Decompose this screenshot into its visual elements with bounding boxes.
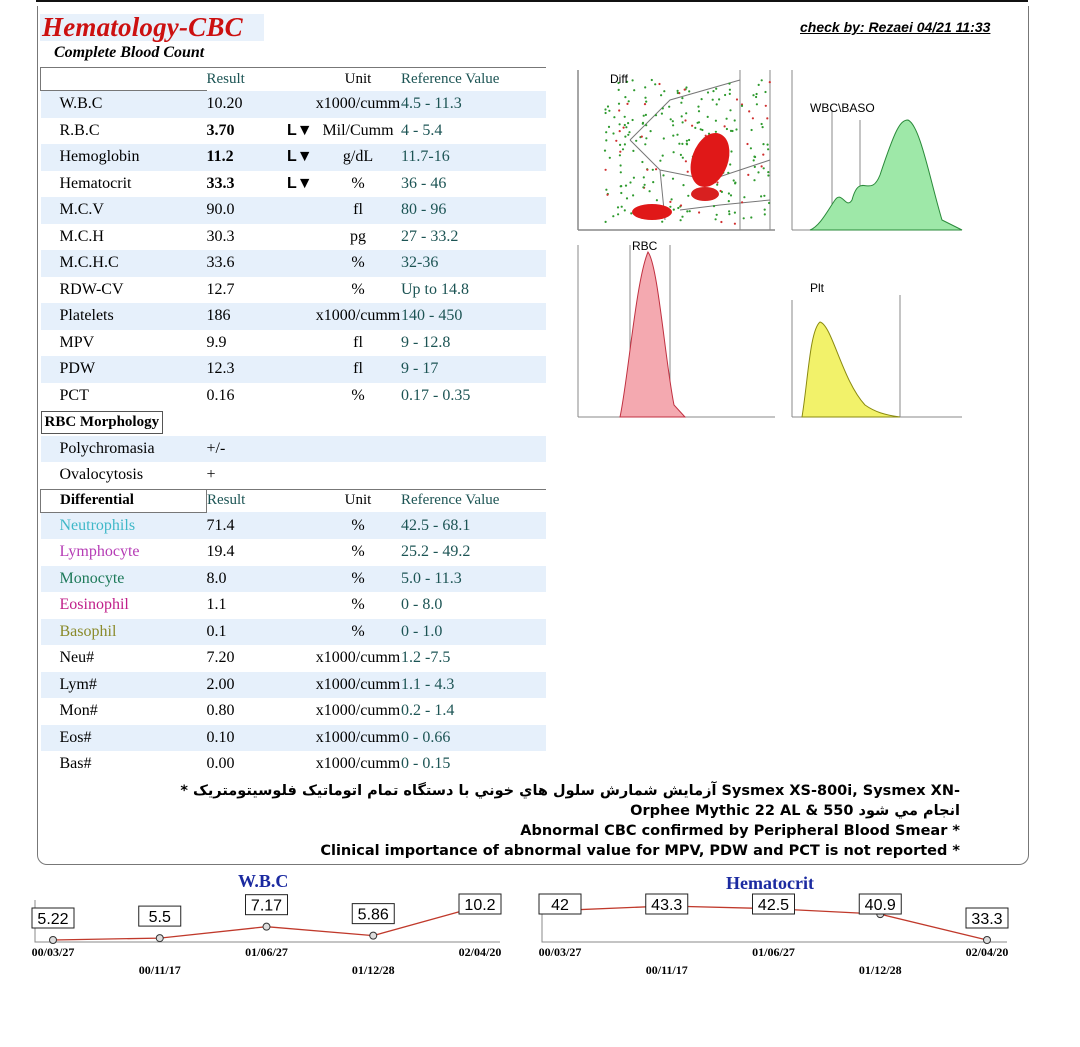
test-name: MPV	[59, 333, 95, 351]
top-rule	[36, 0, 1028, 2]
table-row	[41, 144, 547, 171]
abnormal-flag	[287, 250, 315, 277]
column-header-reference: Reference Value	[401, 489, 546, 512]
trend-date-label: 00/11/17	[645, 963, 688, 977]
blank	[287, 698, 315, 725]
differential-name: Lym#	[41, 672, 207, 699]
blank	[287, 645, 315, 672]
differential-reference: 0 - 8.0	[401, 596, 443, 614]
abnormal-flag: L▼	[287, 121, 313, 139]
test-unit: pg	[350, 227, 366, 245]
differential-name: Lymphocyte	[59, 543, 140, 561]
blank	[287, 539, 315, 566]
trend-date-label: 01/06/27	[752, 945, 795, 959]
blank	[287, 462, 315, 489]
test-unit: fl	[353, 333, 363, 351]
abnormal-flag	[287, 383, 315, 410]
abnormal-flag	[287, 277, 315, 304]
test-result: 11.2	[207, 144, 288, 171]
column-header-flag	[287, 68, 315, 91]
table-row	[41, 725, 547, 752]
blank	[287, 672, 315, 699]
test-name: PDW	[41, 356, 207, 383]
abnormal-flag	[287, 224, 315, 251]
blank	[401, 409, 546, 436]
trend-value-label: 43.3	[651, 897, 683, 914]
differential-reference: 0 - 1.0	[401, 619, 546, 646]
table-row	[41, 330, 547, 357]
plt-label: Plt	[810, 281, 825, 295]
test-result: 3.70	[206, 121, 235, 139]
test-unit: fl	[315, 197, 401, 224]
abnormal-flag	[287, 303, 315, 330]
table-row	[41, 277, 547, 304]
test-unit: %	[315, 250, 401, 277]
differential-result: 7.20	[206, 649, 235, 667]
trend-value-label: 33.3	[971, 911, 1003, 928]
table-row	[41, 171, 547, 198]
differential-result: 1.1	[206, 596, 227, 614]
table-row	[41, 91, 547, 118]
report-subtitle: Complete Blood Count	[54, 44, 205, 61]
differential-label: Differential	[41, 489, 207, 512]
differential-unit: x1000/cumm	[315, 755, 401, 773]
differential-unit: x1000/cumm	[315, 702, 401, 720]
test-name: W.B.C	[41, 91, 207, 118]
trend-date-label: 02/04/20	[458, 945, 502, 959]
trend-point	[156, 935, 163, 942]
blank	[207, 409, 288, 436]
test-unit: g/dL	[315, 144, 401, 171]
differential-name: Mon#	[59, 702, 98, 720]
test-unit: %	[351, 280, 365, 298]
table-row	[41, 250, 547, 277]
differential-name: Eos#	[41, 725, 207, 752]
differential-unit: x1000/cumm	[315, 725, 401, 752]
trend-date-label: 01/12/28	[858, 963, 902, 977]
blank	[287, 725, 315, 752]
differential-unit: %	[315, 619, 401, 646]
test-unit: x1000/cumm	[315, 303, 401, 330]
differential-unit: %	[315, 512, 401, 539]
trend-date-label: 02/04/20	[965, 945, 1009, 959]
table-row	[41, 672, 547, 699]
abnormal-flag	[287, 356, 315, 383]
test-name: Hematocrit	[59, 174, 132, 192]
blank	[315, 409, 401, 436]
differential-reference: 0 - 0.66	[401, 725, 546, 752]
blank	[401, 462, 546, 489]
table-row	[41, 619, 547, 646]
reference-range: 140 - 450	[401, 303, 546, 330]
column-header-unit: Unit	[315, 489, 401, 512]
reference-range: 11.7-16	[401, 144, 546, 171]
blank	[401, 436, 546, 463]
trend-value-label: 40.9	[864, 897, 896, 914]
reference-range: 32-36	[401, 250, 546, 277]
trend-date-label: 00/11/17	[138, 963, 181, 977]
differential-result: 71.4	[207, 512, 288, 539]
test-name: PCT	[59, 386, 89, 404]
rbc-histogram	[578, 239, 775, 417]
diff-label: Diff	[610, 72, 628, 86]
reference-range: 4.5 - 11.3	[401, 91, 546, 118]
reference-range: 9 - 12.8	[401, 333, 451, 351]
column-header-result: Result	[207, 489, 288, 512]
differential-unit: %	[351, 543, 365, 561]
column-header-unit: Unit	[315, 68, 401, 91]
wbc-baso-label: WBC\BASO	[810, 101, 875, 115]
reference-range: 27 - 33.2	[401, 227, 459, 245]
table-row	[41, 462, 547, 489]
wbc-trend-chart	[30, 892, 510, 982]
table-row	[41, 645, 547, 672]
trend-value-label: 5.22	[37, 911, 69, 928]
differential-result: 0.00	[206, 755, 235, 773]
test-result: 0.16	[206, 386, 235, 404]
table-row	[41, 539, 547, 566]
diff-scattergram	[578, 70, 775, 230]
blank	[287, 751, 315, 778]
rbc-label: RBC	[632, 239, 658, 253]
checked-by: check by: Rezaei 04/21 11:33	[800, 19, 991, 35]
trend-date-label: 01/06/27	[245, 945, 288, 959]
differential-result: 8.0	[207, 566, 288, 593]
table-row	[41, 698, 547, 725]
hematocrit-trend-chart	[537, 892, 1017, 982]
test-result: 12.7	[206, 280, 235, 298]
hct-trend-title: Hematocrit	[726, 873, 814, 893]
column-header-blank	[41, 68, 207, 91]
trend-date-label: 01/12/28	[351, 963, 395, 977]
differential-unit: %	[351, 596, 365, 614]
differential-name: Basophil	[41, 619, 207, 646]
trend-point	[984, 937, 991, 944]
morphology-label: RBC Morphology	[41, 411, 164, 434]
note-4: Clinical importance of abnormal value for MPV, PDW and PCT is not reported *	[320, 843, 960, 859]
differential-name: Neu#	[59, 649, 95, 667]
test-name: M.C.V	[41, 197, 207, 224]
blank	[287, 436, 315, 463]
abnormal-flag	[287, 91, 315, 118]
trend-value-label: 5.5	[148, 909, 171, 927]
test-result: 90.0	[207, 197, 288, 224]
report-title: Hematology-CBC	[42, 12, 243, 42]
test-name: M.C.H	[59, 227, 104, 245]
table-row	[41, 489, 547, 512]
differential-reference: 0.2 - 1.4	[401, 702, 455, 720]
test-unit: Mil/Cumm	[322, 121, 394, 139]
reference-range: 0.17 - 0.35	[401, 386, 471, 404]
differential-name: Eosinophil	[59, 596, 129, 614]
test-name: M.C.H.C	[41, 250, 207, 277]
test-unit: x1000/cumm	[315, 91, 401, 118]
wbc-trend-title: W.B.C	[238, 871, 289, 891]
notes	[180, 781, 960, 861]
wbc-baso-histogram	[792, 70, 962, 230]
abnormal-flag	[287, 197, 315, 224]
test-result: 9.9	[206, 333, 227, 351]
differential-result: 0.1	[207, 619, 288, 646]
differential-result: 2.00	[207, 672, 288, 699]
test-name: RDW-CV	[59, 280, 124, 298]
differential-name: Neutrophils	[41, 512, 207, 539]
morphology-name: Polychromasia	[41, 436, 207, 463]
differential-reference: 0 - 0.15	[401, 755, 451, 773]
differential-reference: 25.2 - 49.2	[401, 543, 471, 561]
test-result: 33.6	[207, 250, 288, 277]
note-2: Orphee Mythic 22 AL & 550 انجام مي شود	[630, 803, 960, 819]
differential-result: 0.10	[207, 725, 288, 752]
test-result: 33.3	[206, 174, 235, 192]
scattergrams	[570, 60, 970, 425]
table-row	[41, 224, 547, 251]
trend-point	[370, 932, 377, 939]
table-row	[41, 118, 547, 145]
table-row	[41, 68, 547, 91]
reference-range: 36 - 46	[401, 174, 447, 192]
blank	[315, 436, 401, 463]
test-result: 186	[207, 303, 288, 330]
trend-point	[50, 937, 57, 944]
trend-value-label: 7.17	[250, 897, 283, 915]
abnormal-flag: L▼	[287, 174, 313, 192]
table-row	[41, 383, 547, 410]
test-result: 10.20	[207, 91, 288, 118]
reference-range: 80 - 96	[401, 197, 546, 224]
blank	[287, 409, 315, 436]
differential-name: Bas#	[59, 755, 92, 773]
test-unit: fl	[315, 356, 401, 383]
column-header-reference: Reference Value	[401, 68, 546, 91]
differential-reference: 1.2 -7.5	[401, 649, 451, 667]
test-result: 30.3	[206, 227, 235, 245]
morphology-name: Ovalocytosis	[59, 466, 144, 484]
note-3: Abnormal CBC confirmed by Peripheral Blood Smear *	[520, 823, 960, 839]
blank	[287, 566, 315, 593]
blank	[287, 619, 315, 646]
trend-value-label: 42	[551, 897, 569, 914]
differential-unit: x1000/cumm	[315, 649, 401, 667]
morphology-result: +/-	[207, 436, 288, 463]
differential-result: 0.80	[206, 702, 235, 720]
morphology-result: +	[206, 466, 216, 484]
blank	[315, 462, 401, 489]
test-name: R.B.C	[59, 121, 100, 139]
differential-unit: x1000/cumm	[315, 672, 401, 699]
table-row	[41, 751, 547, 778]
differential-reference: 1.1 - 4.3	[401, 672, 546, 699]
test-unit: %	[351, 386, 365, 404]
reference-range: 9 - 17	[401, 356, 546, 383]
differential-name: Monocyte	[41, 566, 207, 593]
table-row	[41, 197, 547, 224]
reference-range: Up to 14.8	[401, 280, 469, 298]
test-result: 12.3	[207, 356, 288, 383]
column-header-result: Result	[207, 68, 288, 91]
trend-date-label: 00/03/27	[31, 945, 75, 959]
blank	[287, 512, 315, 539]
test-unit: %	[351, 174, 365, 192]
trend-value-label: 42.5	[757, 897, 790, 914]
trend-value-label: 5.86	[357, 906, 389, 924]
table-row	[41, 512, 547, 539]
differential-reference: 42.5 - 68.1	[401, 512, 546, 539]
plt-histogram	[792, 281, 962, 417]
table-row	[41, 566, 547, 593]
trend-value-label: 10.2	[464, 897, 496, 914]
differential-reference: 5.0 - 11.3	[401, 566, 546, 593]
morphology-header	[41, 409, 207, 436]
blank	[287, 592, 315, 619]
differential-unit: %	[315, 566, 401, 593]
abnormal-flag	[287, 330, 315, 357]
table-row	[41, 592, 547, 619]
table-row	[41, 303, 547, 330]
cbc-results-table	[40, 67, 546, 778]
table-row	[41, 409, 547, 436]
note-1: * آزمايش شمارش سلول هاي خوني با دستگاه تمام اتوماتيک فلوسيتومتريک Sysmex XS-800i, Sysmex XN-	[180, 783, 960, 799]
test-name: Platelets	[41, 303, 207, 330]
reference-range: 4 - 5.4	[401, 121, 443, 139]
trend-date-label: 00/03/27	[538, 945, 582, 959]
differential-result: 19.4	[206, 543, 235, 561]
trend-point	[263, 923, 270, 930]
abnormal-flag: L▼	[287, 144, 315, 171]
table-row	[41, 436, 547, 463]
test-name: Hemoglobin	[41, 144, 207, 171]
table-row	[41, 356, 547, 383]
column-header-flag	[287, 489, 315, 512]
